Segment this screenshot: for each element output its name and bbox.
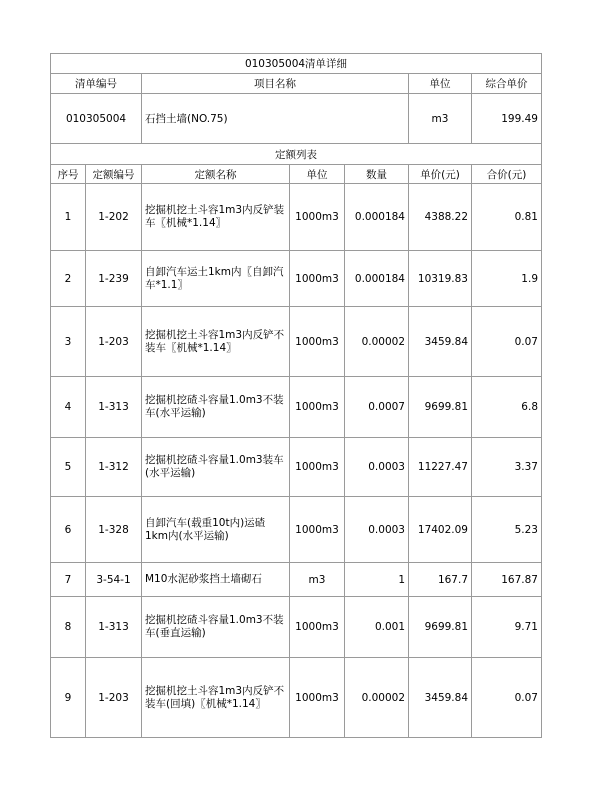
col-unit: 单位	[409, 74, 472, 94]
row-unit: 1000m3	[290, 184, 345, 251]
table-row	[51, 563, 542, 597]
bill-item-name: 石挡土墙(NO.75)	[142, 94, 409, 144]
row-price: 3459.84	[409, 658, 472, 738]
row-code: 1-312	[86, 438, 142, 497]
bill-header-table	[50, 53, 542, 144]
col-unit-price: 综合单价	[472, 74, 542, 94]
row-name: 自卸汽车运土1km内〖自卸汽车*1.1〗	[142, 251, 290, 307]
bill-unit-price: 199.49	[472, 94, 542, 144]
bill-title: 010305004清单详细	[51, 54, 542, 74]
row-total: 1.9	[472, 251, 542, 307]
table-row	[51, 438, 542, 497]
row-qty: 0.0003	[345, 438, 409, 497]
row-unit: 1000m3	[290, 438, 345, 497]
col-quota-unit: 单位	[290, 165, 345, 184]
row-seq: 5	[51, 438, 86, 497]
quota-section-title: 定额列表	[51, 144, 542, 165]
row-qty: 0.0003	[345, 497, 409, 563]
row-unit: 1000m3	[290, 658, 345, 738]
row-price: 3459.84	[409, 307, 472, 377]
header-columns-row	[51, 74, 542, 94]
row-qty: 0.00002	[345, 658, 409, 738]
row-seq: 9	[51, 658, 86, 738]
row-name: 挖掘机挖碴斗容量1.0m3装车(水平运输)	[142, 438, 290, 497]
table-row	[51, 251, 542, 307]
row-seq: 6	[51, 497, 86, 563]
row-seq: 1	[51, 184, 86, 251]
row-price: 11227.47	[409, 438, 472, 497]
row-total: 167.87	[472, 563, 542, 597]
row-total: 3.37	[472, 438, 542, 497]
row-code: 1-313	[86, 597, 142, 658]
row-name: 挖掘机挖土斗容1m3内反铲装车〖机械*1.14〗	[142, 184, 290, 251]
row-price: 9699.81	[409, 377, 472, 438]
row-code: 1-313	[86, 377, 142, 438]
row-qty: 1	[345, 563, 409, 597]
row-code: 1-203	[86, 307, 142, 377]
row-qty: 0.00002	[345, 307, 409, 377]
row-qty: 0.000184	[345, 251, 409, 307]
row-price: 167.7	[409, 563, 472, 597]
row-name: 挖掘机挖碴斗容量1.0m3不装车(垂直运输)	[142, 597, 290, 658]
row-seq: 8	[51, 597, 86, 658]
row-unit: 1000m3	[290, 307, 345, 377]
col-item-name: 项目名称	[142, 74, 409, 94]
quota-section-row	[51, 144, 542, 165]
row-total: 0.07	[472, 658, 542, 738]
row-price: 9699.81	[409, 597, 472, 658]
table-row	[51, 597, 542, 658]
row-code: 1-202	[86, 184, 142, 251]
title-row	[51, 54, 542, 74]
row-total: 9.71	[472, 597, 542, 658]
col-quota-name: 定额名称	[142, 165, 290, 184]
quota-columns-row	[51, 165, 542, 184]
row-code: 1-203	[86, 658, 142, 738]
row-unit: 1000m3	[290, 497, 345, 563]
row-total: 6.8	[472, 377, 542, 438]
row-name: 挖掘机挖土斗容1m3内反铲不装车(回填)〖机械*1.14〗	[142, 658, 290, 738]
table-row	[51, 658, 542, 738]
table-row	[51, 307, 542, 377]
table-row	[51, 184, 542, 251]
row-qty: 0.001	[345, 597, 409, 658]
col-total: 合价(元)	[472, 165, 542, 184]
col-seq: 序号	[51, 165, 86, 184]
row-unit: m3	[290, 563, 345, 597]
row-total: 0.07	[472, 307, 542, 377]
row-code: 1-239	[86, 251, 142, 307]
row-price: 4388.22	[409, 184, 472, 251]
table-row	[51, 377, 542, 438]
row-name: 挖掘机挖土斗容1m3内反铲不装车〖机械*1.14〗	[142, 307, 290, 377]
row-code: 1-328	[86, 497, 142, 563]
bill-unit: m3	[409, 94, 472, 144]
row-price: 10319.83	[409, 251, 472, 307]
row-seq: 3	[51, 307, 86, 377]
row-unit: 1000m3	[290, 377, 345, 438]
table-row	[51, 497, 542, 563]
row-name: M10水泥砂浆挡土墙砌石	[142, 563, 290, 597]
row-total: 0.81	[472, 184, 542, 251]
row-unit: 1000m3	[290, 597, 345, 658]
row-unit: 1000m3	[290, 251, 345, 307]
col-quota-code: 定额编号	[86, 165, 142, 184]
row-qty: 0.0007	[345, 377, 409, 438]
row-seq: 4	[51, 377, 86, 438]
col-bill-code: 清单编号	[51, 74, 142, 94]
row-qty: 0.000184	[345, 184, 409, 251]
col-price: 单价(元)	[409, 165, 472, 184]
bill-item-row	[51, 94, 542, 144]
bill-code: 010305004	[51, 94, 142, 144]
row-name: 挖掘机挖碴斗容量1.0m3不装车(水平运输)	[142, 377, 290, 438]
row-total: 5.23	[472, 497, 542, 563]
row-name: 自卸汽车(载重10t内)运碴1km内(水平运输)	[142, 497, 290, 563]
row-seq: 2	[51, 251, 86, 307]
row-code: 3-54-1	[86, 563, 142, 597]
col-quantity: 数量	[345, 165, 409, 184]
row-seq: 7	[51, 563, 86, 597]
quota-table	[50, 143, 542, 738]
row-price: 17402.09	[409, 497, 472, 563]
